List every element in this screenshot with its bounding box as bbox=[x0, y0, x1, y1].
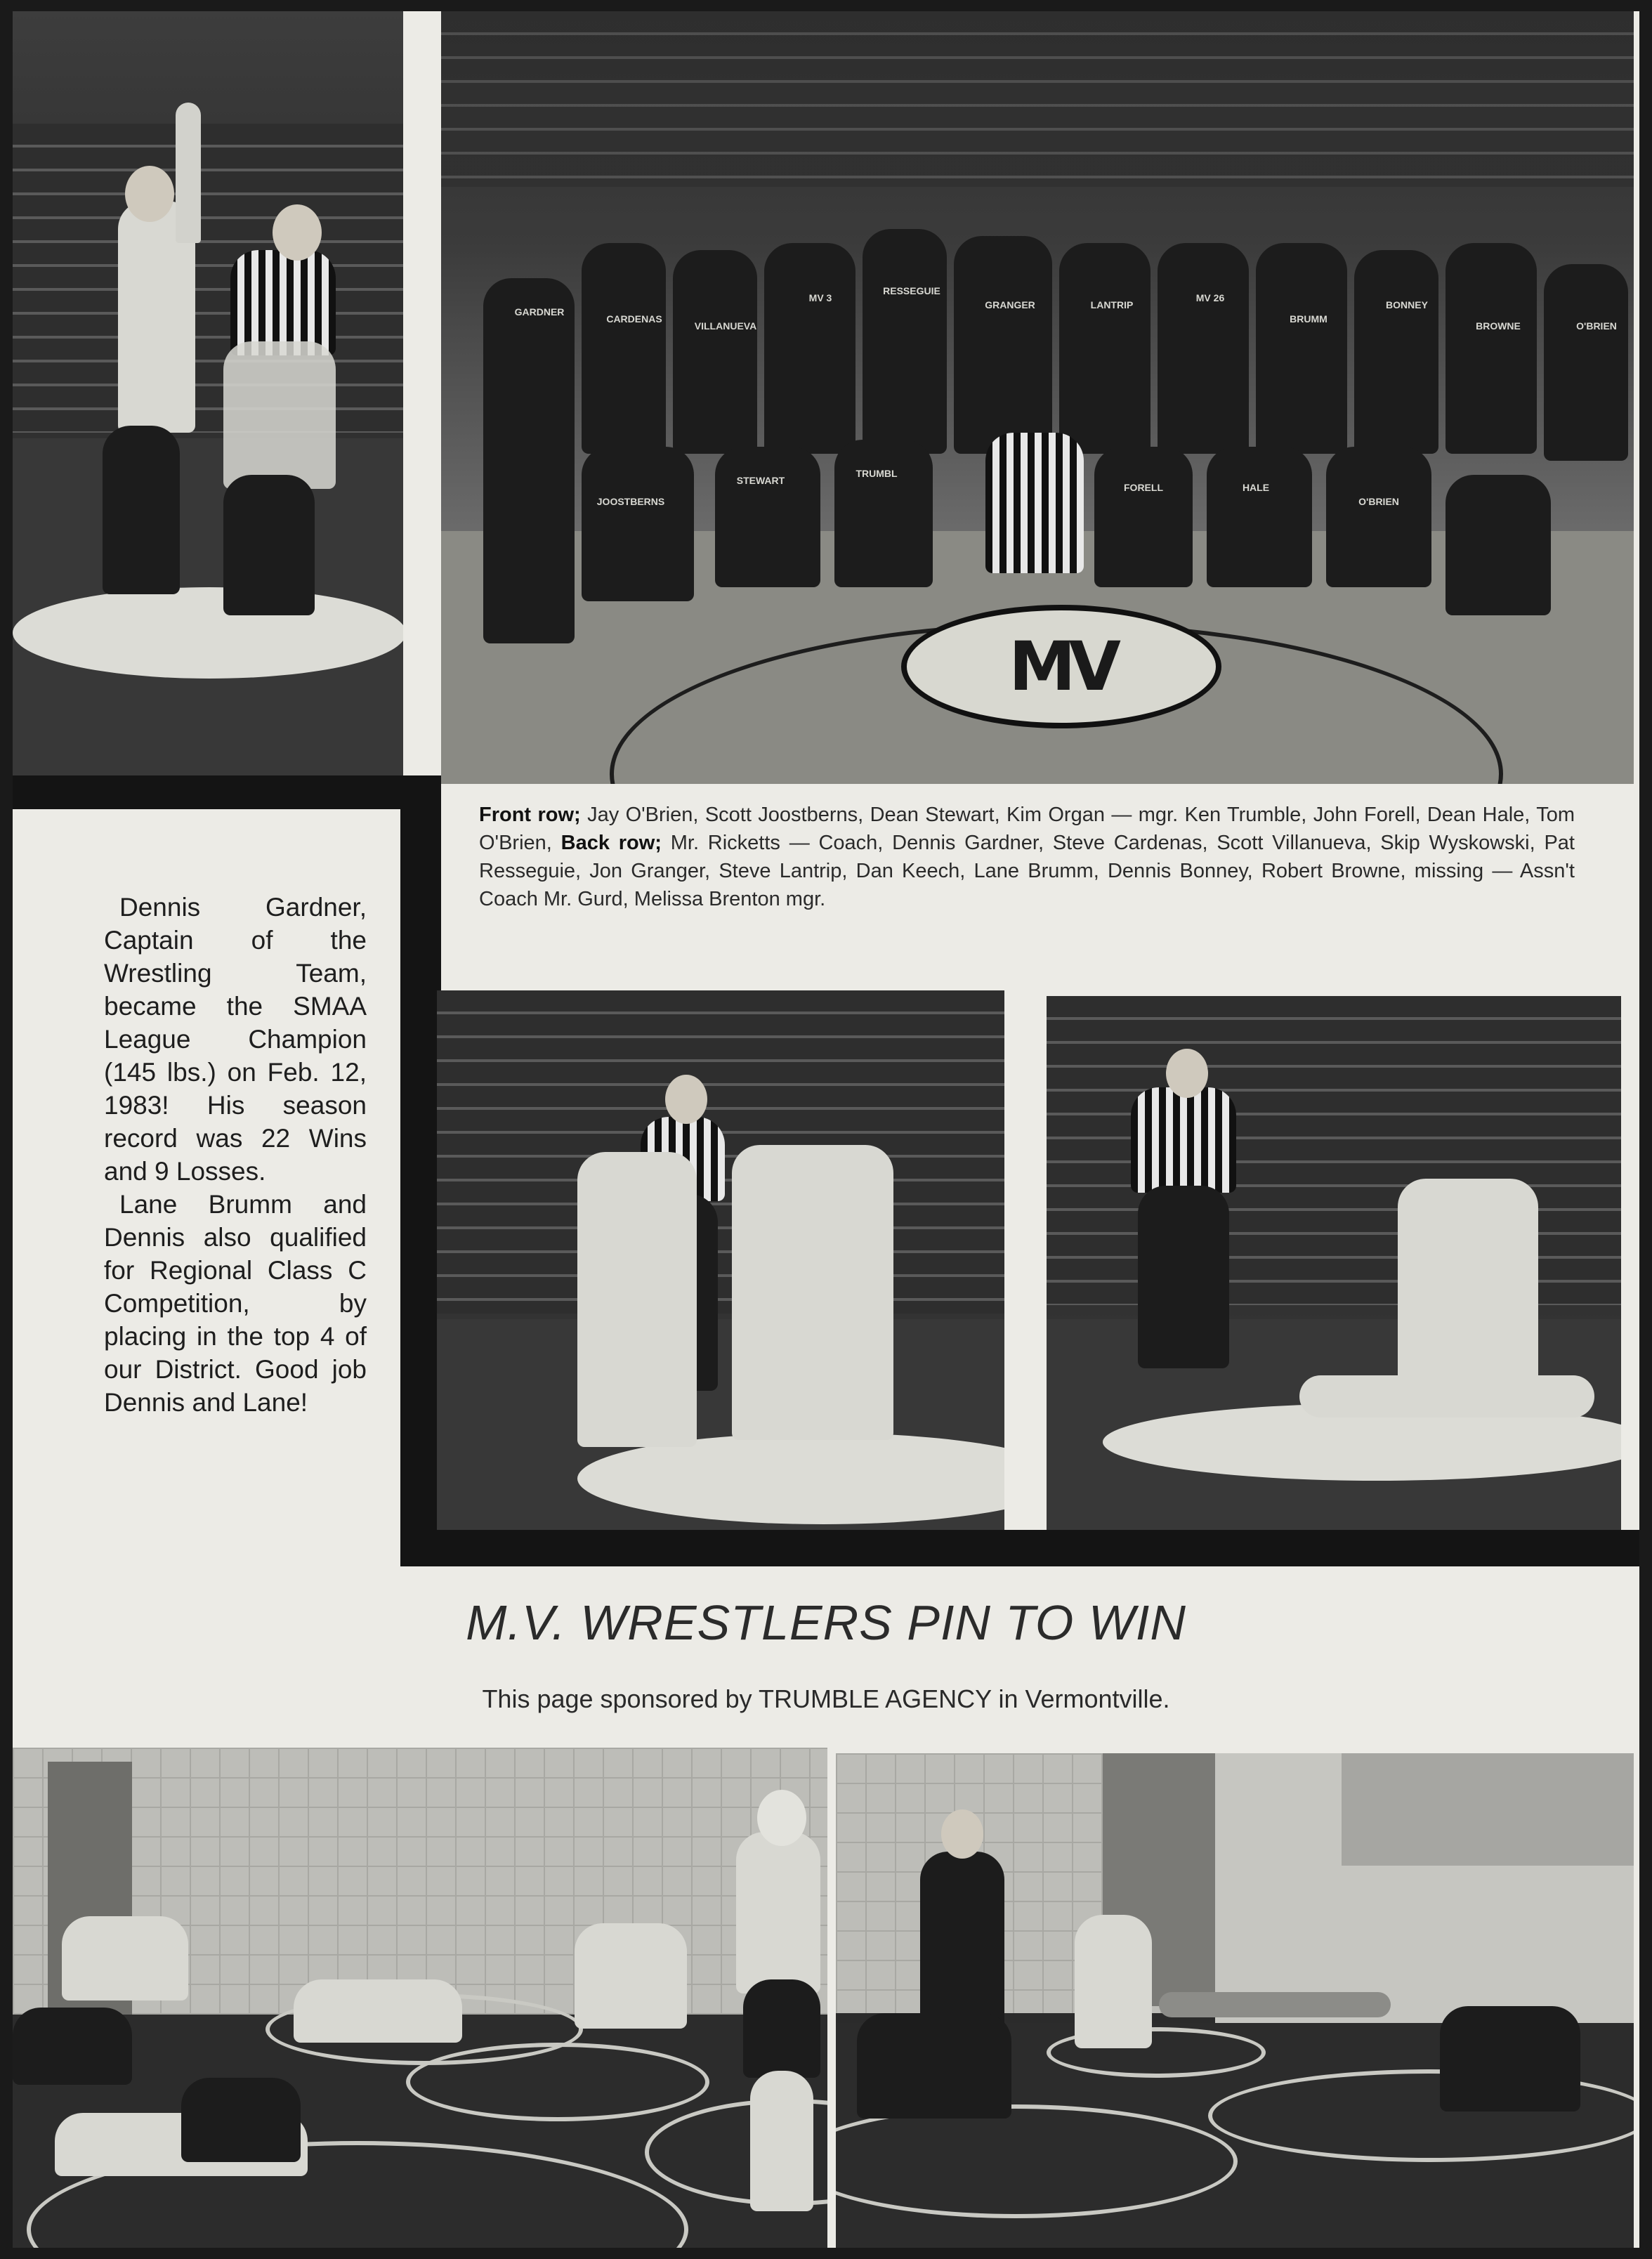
page-headline: M.V. WRESTLERS PIN TO WIN bbox=[466, 1595, 1186, 1650]
jersey-name: BROWNE bbox=[1476, 320, 1521, 332]
jersey-name: GARDNER bbox=[514, 306, 565, 317]
photo-victory bbox=[13, 11, 403, 775]
story-paragraph-2: Lane Brumm and Dennis also qualified for Regional Class C Competition, by placing in the top 4 of our District. Good job Dennis and Lane! bbox=[104, 1190, 367, 1417]
photo-team bbox=[441, 11, 1634, 784]
mv-logo: MV bbox=[901, 605, 1221, 728]
jersey-name: O'BRIEN bbox=[1358, 496, 1399, 507]
wrestler bbox=[1398, 1179, 1538, 1382]
coach bbox=[736, 1832, 820, 1993]
jersey-name: BONNEY bbox=[1386, 299, 1428, 310]
story-paragraph-1: Dennis Gardner, Captain of the Wrestling Team, became the SMAA League Champion (145 lbs.) on Feb. 12, 1983! His season record was 22 Wins and 9 Losses. bbox=[104, 893, 367, 1186]
jersey-name: JOOSTBERNS bbox=[596, 496, 665, 507]
jersey-name: MV 3 bbox=[808, 292, 832, 303]
wrestler bbox=[732, 1145, 893, 1440]
photo-practice-2 bbox=[836, 1753, 1634, 2248]
sponsor-line: This page sponsored by TRUMBLE AGENCY in Vermontville. bbox=[482, 1684, 1170, 1713]
jersey-name: FORELL bbox=[1124, 482, 1163, 493]
front-row-names: Jay O'Brien, Scott Joostberns, Dean Stewart, Kim Organ — mgr. Ken Trumble, John Forell, Dean Hale, Tom O'Brien, bbox=[479, 804, 1575, 854]
jersey-name: LANTRIP bbox=[1090, 299, 1134, 310]
team-caption bbox=[479, 801, 1575, 913]
wrestler bbox=[577, 1152, 697, 1447]
jersey-name: RESSEGUIE bbox=[883, 285, 940, 296]
referee bbox=[230, 250, 336, 355]
jersey-name: HALE bbox=[1242, 482, 1270, 493]
jersey-name: TRUMBL bbox=[855, 468, 898, 479]
jersey-name: O'BRIEN bbox=[1576, 320, 1617, 332]
jersey-name: STEWART bbox=[736, 475, 785, 486]
jersey-name: MV 26 bbox=[1195, 292, 1225, 303]
photo-match-1 bbox=[437, 990, 1004, 1530]
captain-story bbox=[104, 891, 367, 1419]
jersey-name: BRUMM bbox=[1290, 313, 1328, 325]
photo-practice-1 bbox=[13, 1748, 827, 2248]
front-row-label: Front row; bbox=[479, 804, 581, 826]
jersey-name: VILLANUEVA bbox=[694, 320, 757, 332]
jersey-name: CARDENAS bbox=[606, 313, 662, 325]
back-row-names: Mr. Ricketts — Coach, Dennis Gardner, Steve Cardenas, Scott Villanueva, Skip Wyskowski, Pat Resseguie, Jon Granger, Steve Lantrip, Dan Keech, Lane Brumm, Dennis Bonney, Robert Browne, missing — Assn't Coach Mr. Gurd, Melissa Brenton mgr. bbox=[479, 832, 1575, 910]
back-row-label: Back row; bbox=[560, 832, 662, 854]
jersey-name: GRANGER bbox=[985, 299, 1035, 310]
referee bbox=[1131, 1087, 1236, 1193]
photo-match-2 bbox=[1047, 996, 1621, 1530]
